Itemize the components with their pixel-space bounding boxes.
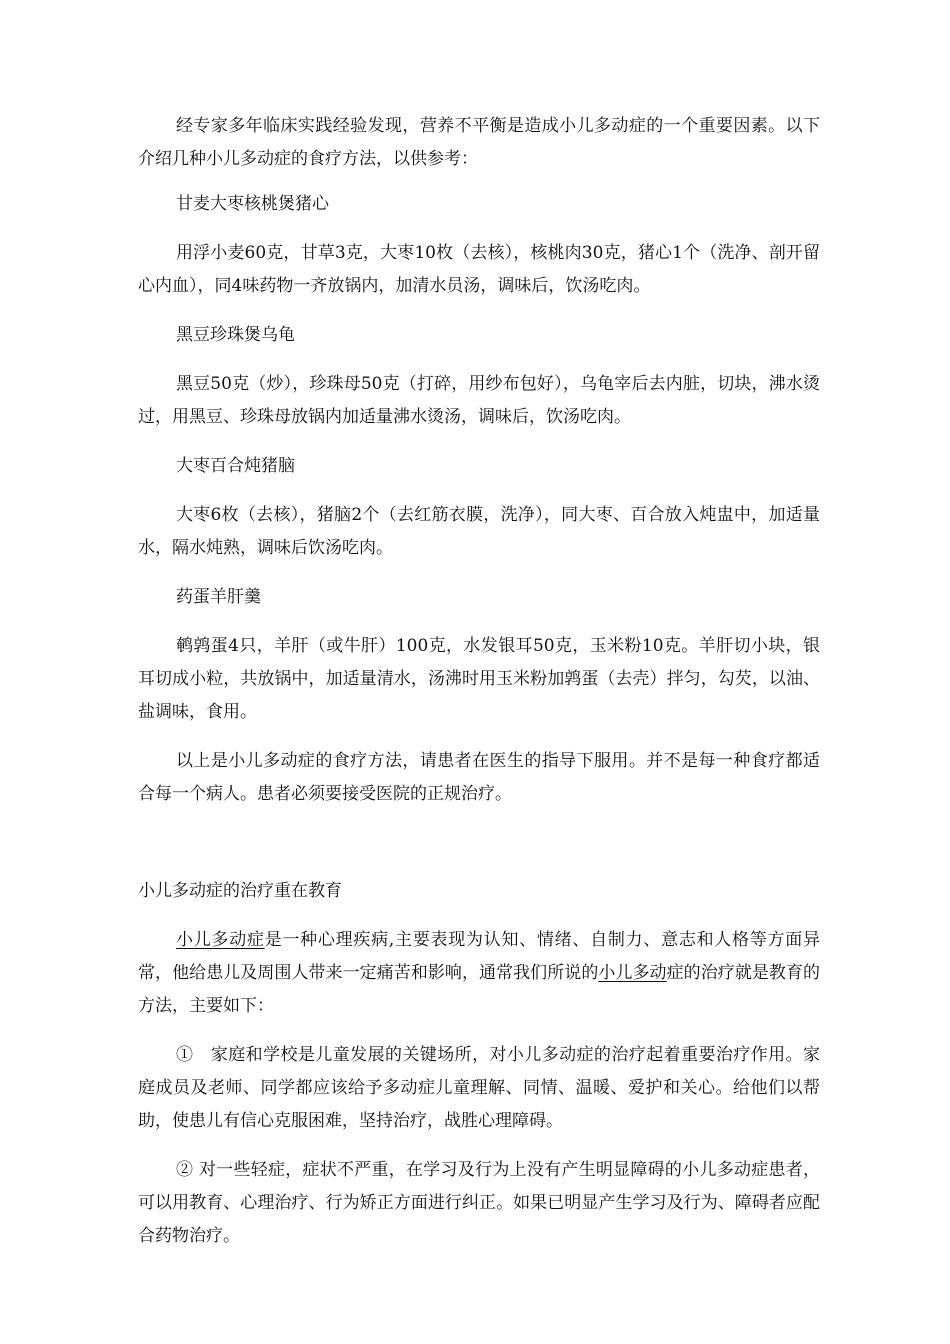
recipe-title: 黑豆珍珠煲乌龟 [176, 325, 295, 345]
intro-paragraph: 经专家多年临床实践经验发现，营养不平衡是造成小儿多动症的一个重要因素。以下介绍几种小儿多动症的食疗方法，以供参考： [138, 116, 820, 169]
recipe-title: 大枣百合炖猪脑 [176, 456, 295, 476]
article-title: 小儿多动症的治疗重在教育 [138, 881, 342, 901]
recipe-paragraph: 鹌鹑蛋4只，羊肝（或牛肝）100克，水发银耳50克，玉米粉10克。羊肝切小块，银耳切成小粒，共放锅中，加适量清水，汤沸时用玉米粉加鹑蛋（去壳）拌匀，勾芡，以油、盐调味，食用。 [138, 636, 820, 722]
treatment-point: ② 对一些轻症，症状不严重，在学习及行为上没有产生明显障碍的小儿多动症患者，可以用教育、心理治疗、行为矫正方面进行纠正。如果已明显产生学习及行为、障碍者应配合药物治疗。 [138, 1160, 820, 1246]
conclusion-paragraph: 以上是小儿多动症的食疗方法，请患者在医生的指导下服用。并不是每一种食疗都适合每一个病人。患者必须要接受医院的正规治疗。 [138, 751, 820, 804]
treatment-point: ① 家庭和学校是儿童发展的关键场所，对小儿多动症的治疗起着重要治疗作用。家庭成员及老师、同学都应该给予多动症儿童理解、同情、温暖、爱护和关心。给他们以帮助，使患儿有信心克服困难，坚持治疗，战胜心理障碍。 [138, 1045, 820, 1131]
recipe-paragraph: 黑豆50克（炒），珍珠母50克（打碎，用纱布包好），乌龟宰后去内脏，切块，沸水烫过，用黑豆、珍珠母放锅内加适量沸水烫汤，调味后，饮汤吃肉。 [138, 374, 820, 427]
adhd-link[interactable]: 小儿多动症 [176, 930, 265, 950]
lead-text-tail: 症的治疗就是教育的方法，主要如下： [138, 963, 821, 1016]
lead-text: 是一种心理疾病,主要表现为认知、情绪、自制力、意志和人格等方面异常，他给患儿及周围人带来一定痛苦和影响，通常我们所说的 [138, 930, 821, 983]
recipe-title: 药蛋羊肝羹 [176, 587, 261, 607]
adhd-link-2[interactable]: 小儿多动 [598, 963, 667, 983]
article-lead-paragraph [138, 924, 820, 1023]
document-page [138, 110, 820, 1253]
recipe-paragraph: 大枣6枚（去核），猪脑2个（去红筋衣膜，洗净），同大枣、百合放入炖盅中，加适量水，隔水炖熟，调味后饮汤吃肉。 [138, 505, 820, 558]
recipe-title: 甘麦大枣核桃煲猪心 [176, 194, 329, 214]
recipe-paragraph: 用浮小麦60克，甘草3克，大枣10枚（去核），核桃肉30克，猪心1个（洗净、剖开留心内血），同4味药物一齐放锅内，加清水员汤，调味后，饮汤吃肉。 [138, 243, 820, 296]
